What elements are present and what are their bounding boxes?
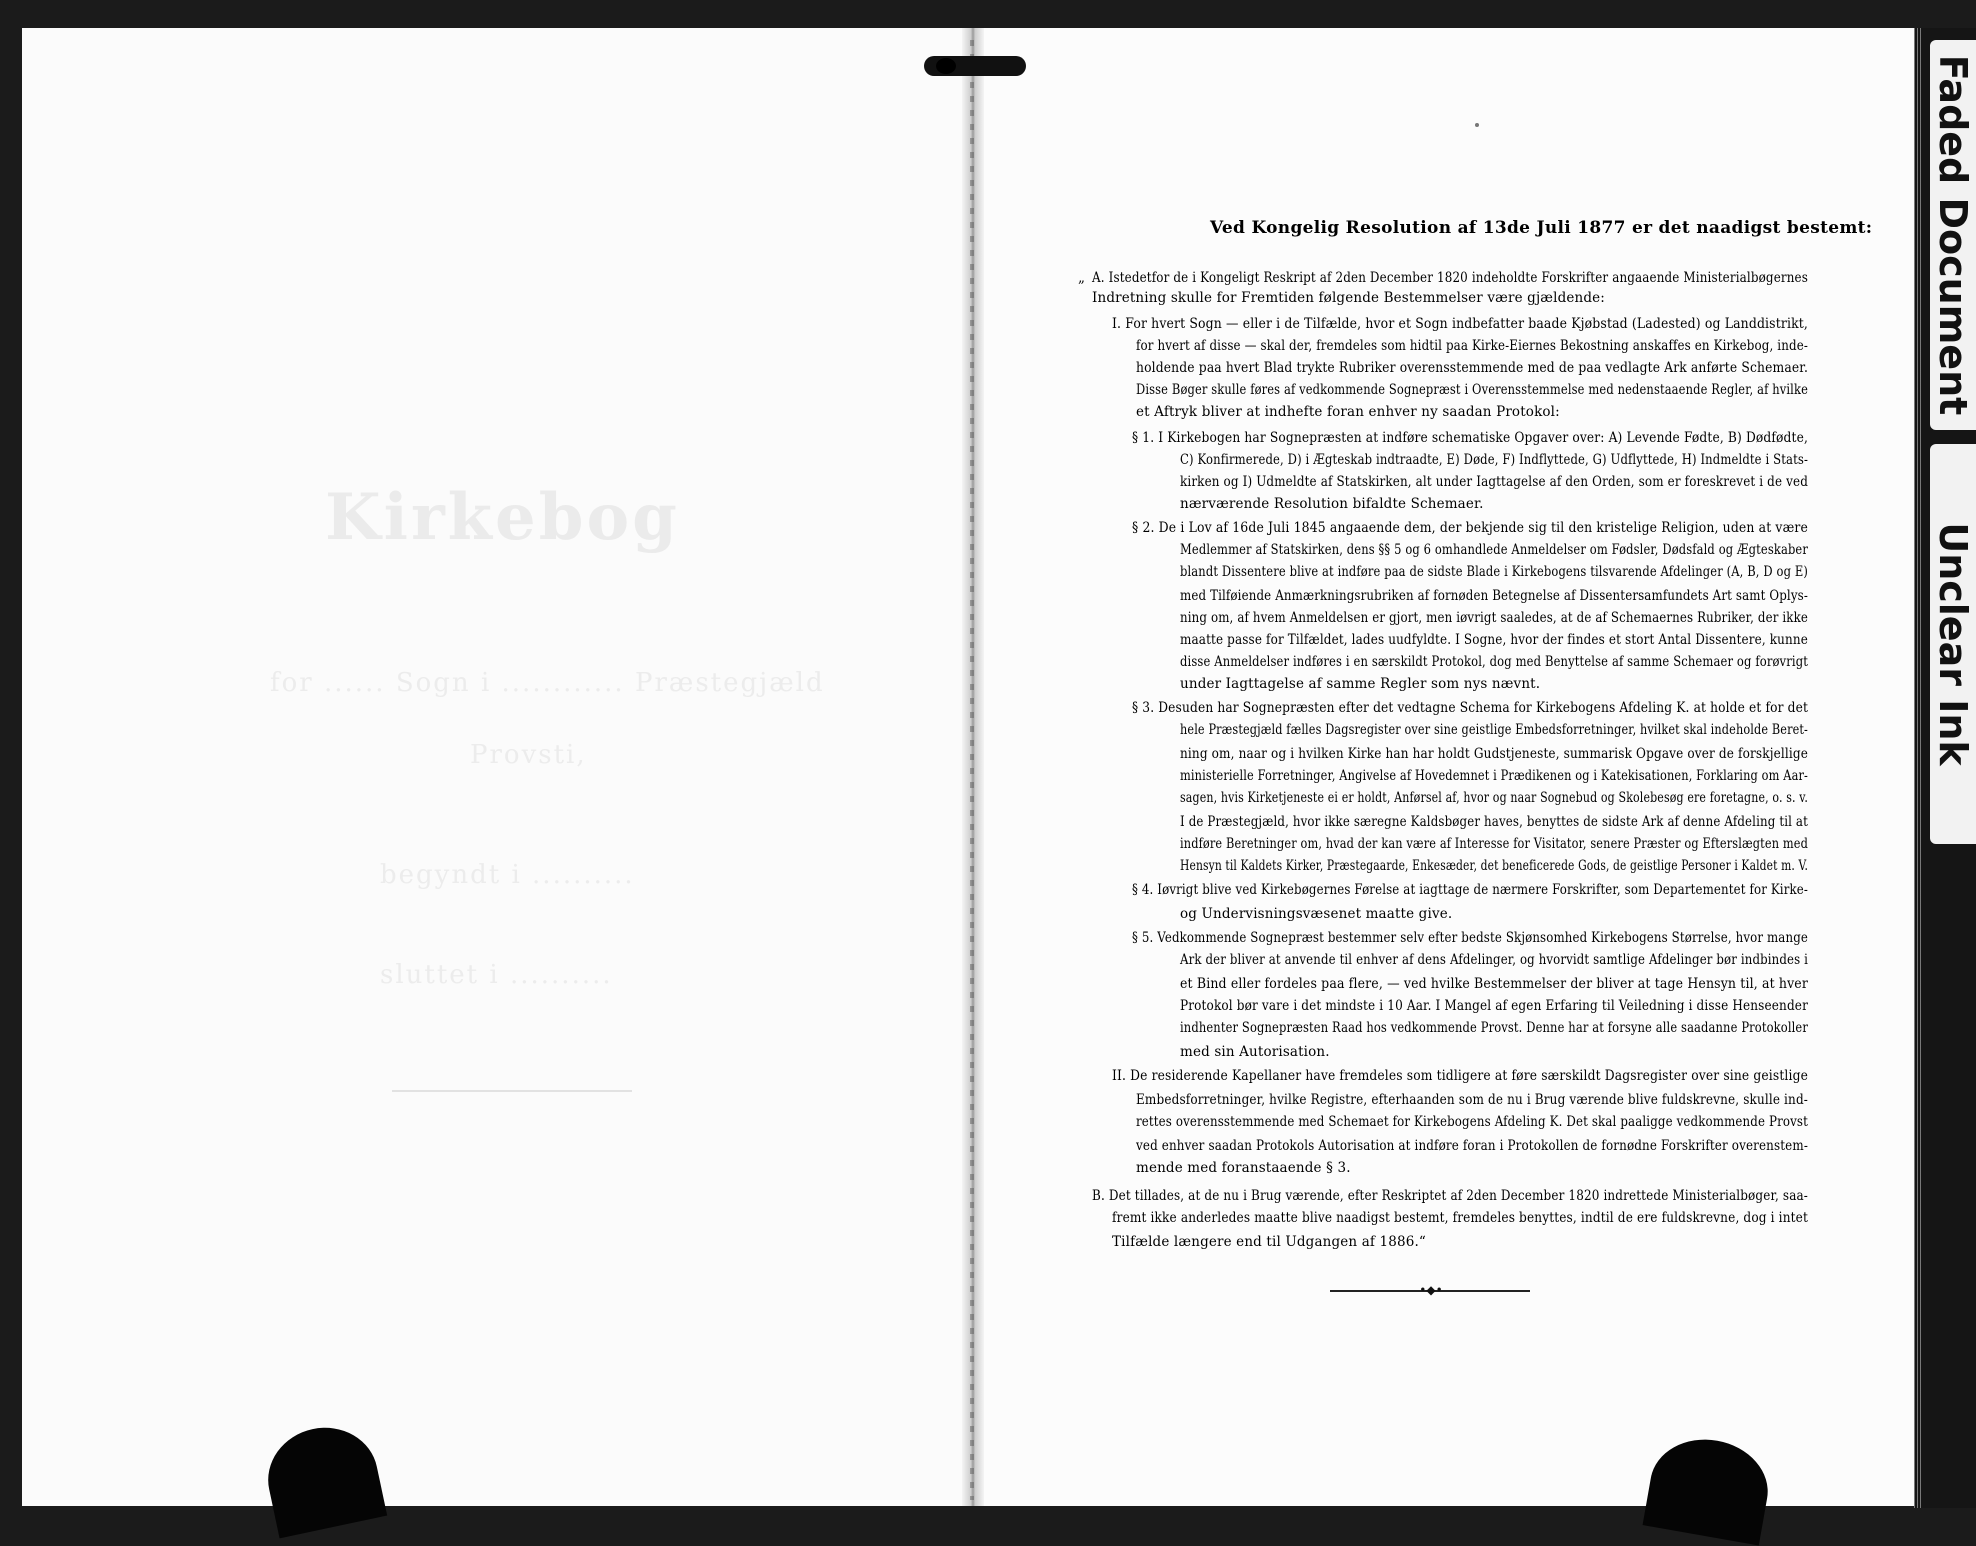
document-line: ministerielle Forretninger, Angivelse af Hovedemnet i Prædikenen og i Katekisationen, Forklaring om Aar- <box>1180 768 1808 784</box>
document-line: B. Det tillades, at de nu i Brug værende, efter Reskriptet af 2den December 1820 indrettede Ministerialbøger, saa- <box>1092 1188 1808 1204</box>
end-ornament: •◆• <box>1419 1283 1443 1297</box>
document-line: under Iagttagelse af samme Regler som nys nævnt. <box>1180 676 1541 692</box>
tab-faded-document-label: Faded Document <box>1931 54 1975 416</box>
document-line: ning om, naar og i hvilken Kirke han har holdt Gudstjeneste, summarisk Opgave over de forskjellige <box>1180 746 1808 762</box>
document-line: Ark der bliver at anvende til enhver af dens Afdelinger, og hvorvidt samtlige Afdelinger bør indbindes i <box>1180 952 1808 968</box>
tab-faded-document[interactable] <box>1930 40 1976 430</box>
document-line: § 5. Vedkommende Sognepræst bestemmer selv efter bedste Skjønsomhed Kirkebogens Størrelse, hvor mange <box>1132 930 1808 946</box>
document-line: kirken og I) Udmeldte af Statskirken, alt under Iagttagelse af den Orden, som er foreskrevet i de ved <box>1180 474 1808 490</box>
document-line: med sin Autorisation. <box>1180 1044 1330 1060</box>
document-line: § 2. De i Lov af 16de Juli 1845 angaaende dem, der bekjende sig til den kristelige Religion, uden at være <box>1132 520 1808 536</box>
document-line: hele Præstegjæld fælles Dagsregister over sine geistlige Embedsforretninger, hvilket skal indeholde Beret- <box>1180 722 1808 738</box>
document-line: holdende paa hvert Blad trykte Rubriker overensstemmende med de paa vedlagte Ark anførte Schemaer. <box>1136 360 1808 376</box>
binding-clip-knob <box>936 58 956 74</box>
document-line: for hvert af disse — skal der, fremdeles som hidtil paa Kirke-Eiernes Bekostning anskaffes en Kirkebog, inde- <box>1136 338 1808 354</box>
document-line: indhenter Sognepræsten Raad hos vedkommende Provst. Denne har at forsyne alle saadanne Protokoller <box>1180 1020 1808 1036</box>
document-line: ning om, af hvem Anmeldelsen er gjort, men iøvrigt saaledes, at de af Schemaernes Rubriker, der ikke <box>1180 610 1808 626</box>
document-line: disse Anmeldelser indføres i en særskildt Protokol, dog med Benyttelse af samme Schemaer og forøvrigt <box>1180 654 1808 670</box>
ghost-title: Kirkebog <box>325 480 680 555</box>
document-line: med Tilføiende Anmærkningsrubriken af fornøden Betegnelse af Dissentersamfundets Art samt Oplys- <box>1180 588 1808 604</box>
ghost-line-provsti: Provsti, <box>470 740 587 770</box>
document-line: A. Istedetfor de i Kongeligt Reskript af 2den December 1820 indeholdte Forskrifter angaaende Ministerialbøgernes <box>1092 270 1808 286</box>
document-line: rettes overensstemmende med Schemaet for Kirkebogens Afdeling K. Det skal paaligge vedkommende Provst <box>1136 1114 1808 1130</box>
document-line: sagen, hvis Kirketjeneste ei er holdt, Anførsel af, hvor og naar Sognebud og Skolebesøg ere foretagne, o. s. v. <box>1180 790 1808 806</box>
tab-unclear-ink[interactable] <box>1930 444 1976 844</box>
document-line: Embedsforretninger, hvilke Registre, efterhaanden som de nu i Brug værende blive fuldskrevne, skulle ind- <box>1136 1092 1808 1108</box>
page-edges <box>1914 28 1922 1508</box>
document-line: Protokol bør vare i det mindste i 10 Aar. I Mangel af egen Erfaring til Veiledning i disse Henseender <box>1180 998 1808 1014</box>
document-line: Medlemmer af Statskirken, dens §§ 5 og 6 omhandlede Anmeldelser om Fødsler, Dødsfald og Ægteskaber <box>1180 542 1808 558</box>
document-line: nærværende Resolution bifaldte Schemaer. <box>1180 496 1484 512</box>
document-line: ved enhver saadan Protokols Autorisation at indføre foran i Protokollen de fornødne Forskrifter overenstem- <box>1136 1138 1808 1154</box>
document-line: og Undervisningsvæsenet maatte give. <box>1180 906 1453 922</box>
document-line: blandt Dissentere blive at indføre paa de sidste Blade i Kirkebogens tilsvarende Afdelinger (A, B, D og E) <box>1180 564 1808 580</box>
ghost-line-sluttet: sluttet i .......... <box>380 960 613 990</box>
document-line: Indretning skulle for Fremtiden følgende Bestemmelser være gjældende: <box>1092 290 1605 306</box>
document-line: Hensyn til Kaldets Kirker, Præstegaarde, Enkesæder, det beneficerede Gods, de geistlige Personer i Kaldet m. V. <box>1180 858 1808 874</box>
document-heading: Ved Kongelig Resolution af 13de Juli 1877 er det naadigst bestemt: <box>1210 218 1873 238</box>
document-line: mende med foranstaaende § 3. <box>1136 1160 1351 1176</box>
tab-unclear-ink-label: Unclear Ink <box>1931 522 1975 766</box>
binding-stitches <box>970 40 974 1500</box>
document-line: et Bind eller fordeles paa flere, — ved hvilke Bestemmelser der bliver at tage Hensyn til, at hver <box>1180 976 1808 992</box>
left-rule <box>392 1090 632 1092</box>
document-line: Disse Bøger skulle føres af vedkommende Sognepræst i Overensstemmelse med nedenstaaende Regler, af hvilke <box>1136 382 1808 398</box>
document-line: § 3. Desuden har Sognepræsten efter det vedtagne Schema for Kirkebogens Afdeling K. at holde et for det <box>1132 700 1808 716</box>
document-line: Tilfælde længere end til Udgangen af 1886.“ <box>1112 1234 1426 1250</box>
document-line: et Aftryk bliver at indhefte foran enhver ny saadan Protokol: <box>1136 404 1560 420</box>
document-line: I de Præstegjæld, hvor ikke særegne Kaldsbøger haves, benyttes de sidste Ark af denne Afdeling til at <box>1180 814 1808 830</box>
document-line: § 4. Iøvrigt blive ved Kirkebøgernes Førelse at iagttage de nærmere Forskrifter, som Departementet for Kirke- <box>1132 882 1808 898</box>
quote-mark: „ <box>1078 270 1085 286</box>
ghost-line-begyndt: begyndt i .......... <box>380 860 635 890</box>
document-line: indføre Beretninger om, hvad der kan være af Interesse for Visitator, senere Præster og Efterslægten med <box>1180 836 1808 852</box>
document-line: II. De residerende Kapellaner have fremdeles som tidligere at føre særskildt Dagsregister over sine geistlige <box>1112 1068 1808 1084</box>
page-speck <box>1475 123 1479 127</box>
ghost-line-parish: for ...... Sogn i ............ Præstegjæld <box>270 668 825 698</box>
document-line: C) Konfirmerede, D) i Ægteskab indtraadte, E) Døde, F) Indflyttede, G) Udflyttede, H) Indmeldte i Stats- <box>1180 452 1808 468</box>
document-line: fremt ikke anderledes maatte blive naadigst bestemt, fremdeles benyttes, indtil de ere fuldskrevne, dog i intet <box>1112 1210 1808 1226</box>
document-line: I. For hvert Sogn — eller i de Tilfælde, hvor et Sogn indbefatter baade Kjøbstad (Ladested) og Landdistrikt, <box>1112 316 1808 332</box>
document-line: maatte passe for Tilfældet, lades uudfyldte. I Sogne, hvor der findes et stort Antal Dissentere, kunne <box>1180 632 1808 648</box>
document-line: § 1. I Kirkebogen har Sognepræsten at indføre schematiske Opgaver over: A) Levende Fødte, B) Dødfødte, <box>1132 430 1808 446</box>
